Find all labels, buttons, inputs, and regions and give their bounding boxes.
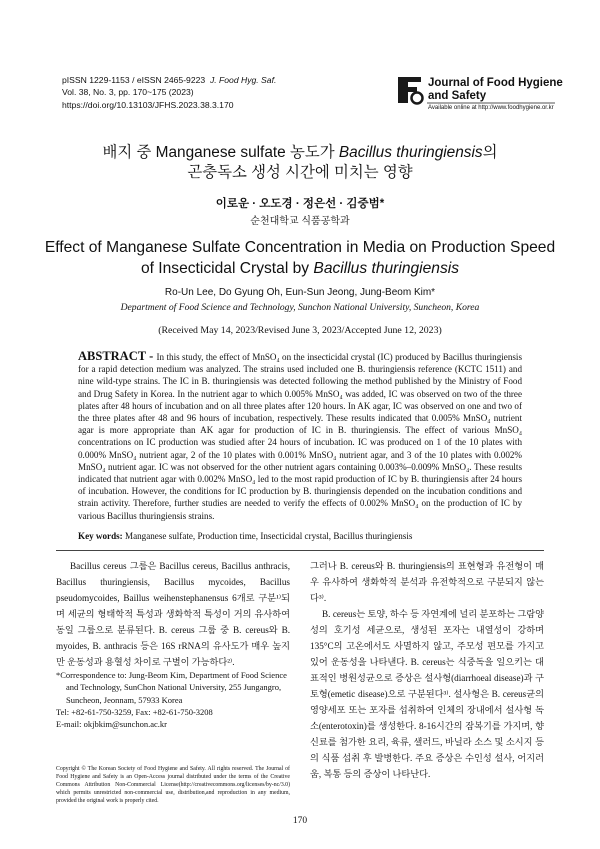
keywords-text: Manganese sulfate, Production time, Insecticidal crystal, Bacillus thuringiensis [122, 531, 413, 541]
korean-authors: 이로운 · 오도경 · 정은선 · 김중범* [215, 198, 385, 210]
english-affiliation: Department of Food Science and Technology, Sunchon National University, Suncheon, Korea [120, 302, 480, 313]
journal-availability: Available online at http://www.foodhygiene.or.kr [428, 105, 554, 111]
keywords [78, 531, 522, 541]
abstract [78, 350, 522, 522]
correspondence: *Correspondence to: Jung-Beom Kim, Department of Food Science and Technology, SunChon National University, 255 Jungangro, Suncheon, Jeonnam, 57933 Korea Tel: +82-61-750-3259, Fax: +82-61-750-3208 E-mail: okjbkim@sunchon.ac.kr [56, 669, 290, 730]
doi-link[interactable]: https://doi.org/10.13103/JFHS.2023.38.3.170 [62, 99, 234, 110]
journal-name: Journal of Food Hygiene and Safety [428, 77, 563, 102]
article-meta [62, 74, 276, 111]
keywords-label: Key words: [78, 531, 123, 541]
received-dates: (Received May 14, 2023/Revised June 3, 2023/Accepted June 12, 2023) [158, 325, 442, 336]
abstract-heading: ABSTRACT - [78, 349, 157, 363]
korean-affiliation: 순천대학교 식품공학과 [250, 216, 350, 227]
section-divider [56, 550, 544, 551]
body-left-paragraph: Bacillus cereus 그룹은 Bacillus cereus, Bacillus anthracis, Bacillus thuringiensis, Bacillus mycoides, Bacillus pseudomycoides, Baillus weihenstephanensus 6개로 구분¹⁾되며 세균의 형태학적 특성과 생화학적 특성이 거의 유사하여 동일 그룹으로 분류된다. B. cereus 그룹 중 B. cereus와 B. myoides, B. anthracis 등은 16S rRNA의 유사도가 매우 높지만 운동성과 용혈성 차이로 구별이 가능하다²⁾. [56, 561, 290, 667]
correspondence-email[interactable]: E-mail: okjbkim@sunchon.ac.kr [56, 719, 167, 730]
volume: Vol. 38, No. 3, pp. 170~175 (2023) [62, 87, 194, 98]
body-right-column [310, 558, 544, 782]
abstract-text: In this study, the effect of MnSO₄ on the insecticidal crystal (IC) produced by Bacillus thuringiensis for a rapid detection medium was analyzed. The strains used included one B. thuringiensis reference (KCTC 1511) and nine wild-type strains. The IC in B. thuringiensis was detected following the method published by the Ministry of Food and Drug Safety in Korea. In the nutrient agar to which 0.005% MnSO₄ was added, IC was observed on two of the three plates after 48 hours of incubation and on all three plates after 120 hours. In AK agar, IC was observed on one and two of the three plates after 48 and 96 hours of incubation, respectively. These results indicated that 0.005% MnSO₄ nutrient agar is more appropriate than AK agar for production of IC in B. thuringiensis. The effect of various MnSO₄ concentrations on IC production was studied after 24 hours of incubation. IC was produced on 1 of the 10 plates with 0.000% MnSO₄ nutrient agar, 2 of the 10 plates with 0.001% MnSO₄ nutrient agar, and 3 of the 10 plates with 0.002% MnSO₄ nutrient agar. IC was not observed for the other nutrient agars containing 0.003%–0.009% MnSO₄. These results indicated that nutrient agar with 0.002% MnSO₄ led to the most rapid production of IC by B. thuringiensis after 24 hours of incubation. However, the conditions for IC production by B. thuringiensis depended on the incubation conditions and strain activity. Therefore, further studies are needed to verify the effects of 0.002% MnSO₄ on the production of IC by various Bacillus thuringiensis strains. [78, 352, 522, 521]
copyright-notice: Copyright © The Korean Society of Food Hygiene and Safety. All rights reserved. The Journal of Food Hygiene and Safety is an Open-Access journal distributed under the terms of the Creative Commons Attribution Non-Commercial License(http://creativecommons.org/licenses/by-nc/3.0) which permits unrestricted non-commercial use, distribution,and reproduction in any medium, provided the original work is properly cited. [56, 766, 290, 805]
page-number: 170 [292, 816, 308, 826]
korean-title: 배지 중 Manganese sulfate 농도가 Bacillus thuringiensis의 곤충독소 생성 시간에 미치는 영향 [102, 144, 498, 181]
body-right-paragraph-1: 그러나 B. cereus와 B. thuringiensis의 표현형과 유전형이 매우 유사하여 생화학적 분석과 유전학적으로 구분되지 않는다³⁾. [310, 561, 544, 603]
english-title: Effect of Manganese Sulfate Concentration in Media on Production Speed of Insecticidal Crystal by Bacillus thuringiensis [44, 239, 556, 277]
english-authors: Ro-Un Lee, Do Gyung Oh, Eun-Sun Jeong, Jung-Beom Kim* [164, 287, 436, 298]
journal-abbrev: J. Food Hyg. Saf. [209, 75, 277, 85]
body-right-paragraph-2: B. cereus는 토양, 하수 등 자연계에 널리 분포하는 그람양성의 호기성 세균으로, 생성된 포자는 내열성이 강하며 135°C의 고온에서도 사멸하지 않고, 주모성 편모를 가지고 있어 운동성을 나타낸다. B. cereus는 식중독을 일으키는 대표적인 병원성균으로 증상은 설사형(diarrhoeal disease)과 구토형(emetic disease)으로 구분된다³⁾. 설사형은 B. cereus균의 영양세포 또는 포자를 섭취하여 인체의 장내에서 설사형 독소(enterotoxin)를 생성한다. 8-16시간의 잠복기를 가지며, 향신료를 첨가한 요리, 육류, 샐러드, 바닐라 소스 및 소시지 등의 식품 섭취 후 발병한다. 주요 증상은 수인성 설사, 어지러움, 복통 등의 증상이 나타난다. [310, 609, 544, 779]
issn: pISSN 1229-1153 / eISSN 2465-9223 [62, 75, 206, 85]
